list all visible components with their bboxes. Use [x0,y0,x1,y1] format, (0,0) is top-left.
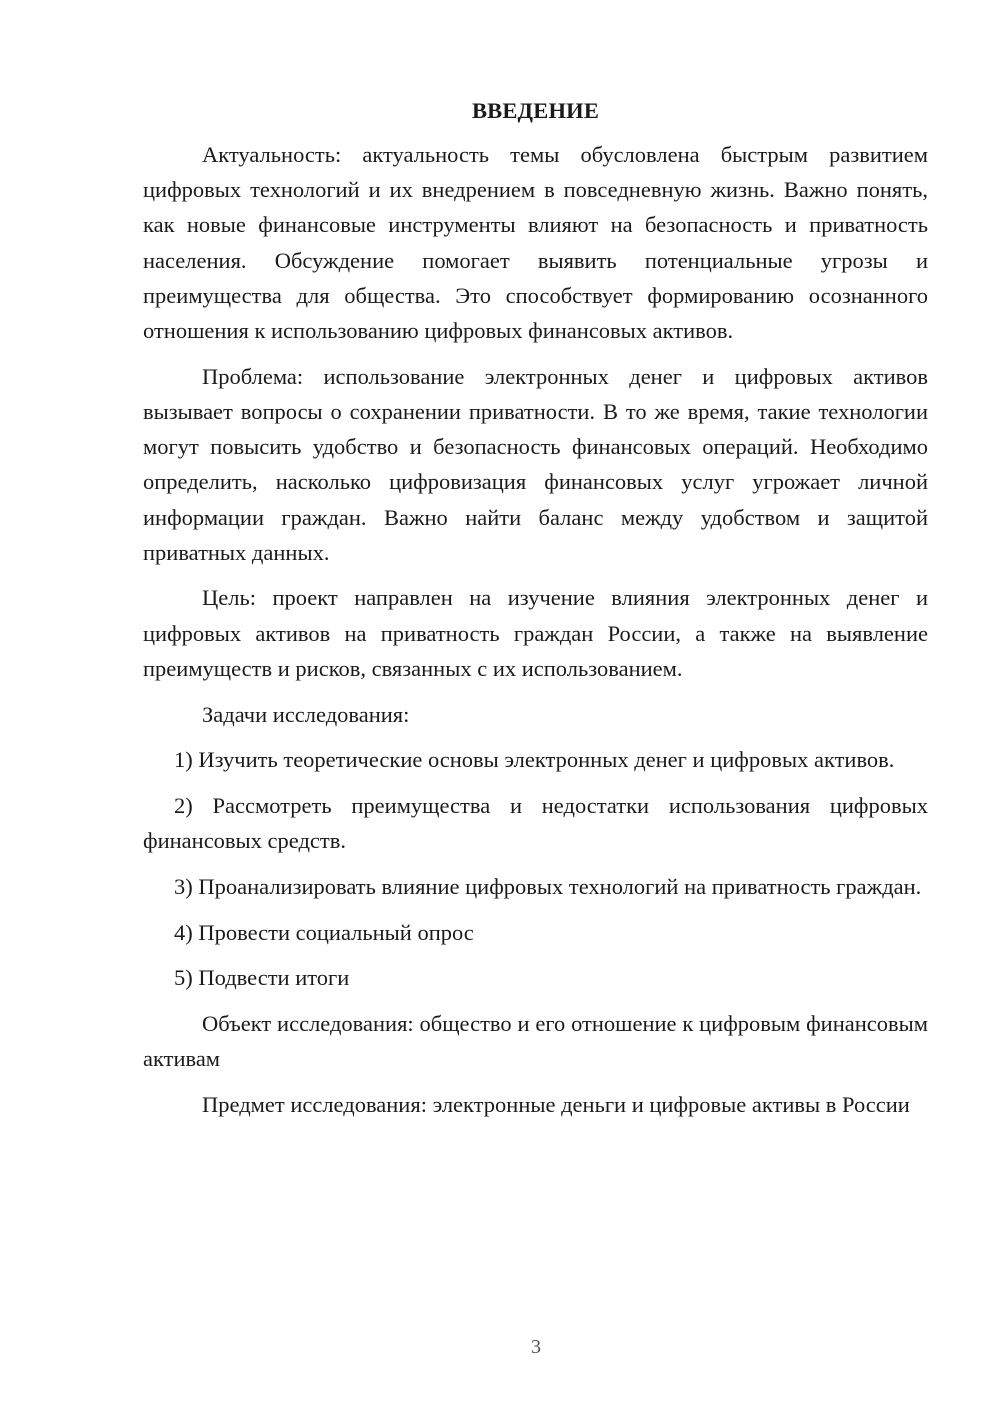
task-item-5: 5) Подвести итоги [174,965,350,991]
tasks-intro: Задачи исследования: [202,701,410,727]
paragraph-subject: Предмет исследования: электронные деньги и цифровые активы в России [202,1091,910,1117]
task-item-4: 4) Провести социальный опрос [174,919,474,945]
section-heading: ВВЕДЕНИЕ [471,98,600,123]
paragraph-goal: Цель: проект направлен на изучение влияния электронных денег и цифровых активов на приватность граждан России, а также на выявление преимуществ и рисков, связанных с их использованием. [143,585,928,681]
task-item-1: 1) Изучить теоретические основы электронных денег и цифровых активов. [174,747,895,773]
task-item-2: 2) Рассмотреть преимущества и недостатки использования цифровых финансовых средств. [143,792,928,854]
page-content [143,95,928,1133]
paragraph-problem: Проблема: использование электронных денег и цифровых активов вызывает вопросы о сохранении приватности. В то же время, такие технологии могут повысить удобство и безопасность финансовых операций. Необходимо определить, насколько цифровизация финансовых услуг угрожает личной информации граждан. Важно найти баланс между удобством и защитой приватных данных. [143,363,928,565]
paragraph-relevance: Актуальность: актуальность темы обусловлена быстрым развитием цифровых технологий и их внедрением в повседневную жизнь. Важно понять, как новые финансовые инструменты влияют на безопасность и приватность населения. Обсуждение помогает выявить потенциальные угрозы и преимущества для общества. Это способствует формированию осознанного отношения к использованию цифровых финансовых активов. [143,142,928,344]
task-item-3: 3) Проанализировать влияние цифровых технологий на приватность граждан. [174,873,922,899]
page-number: 3 [531,1336,541,1358]
paragraph-object: Объект исследования: общество и его отношение к цифровым финансовым активам [143,1010,928,1072]
